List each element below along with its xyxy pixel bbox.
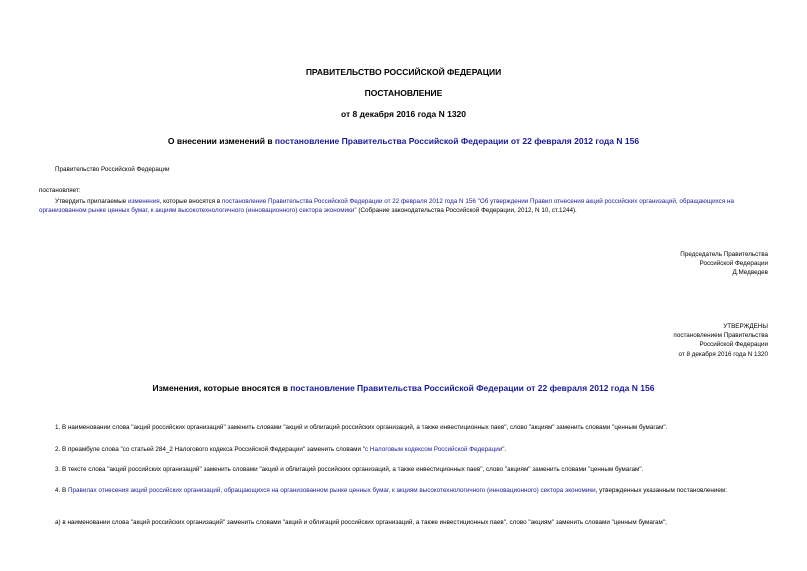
item-4a: а) в наименовании слова "акций российских организаций" заменить словами "акций и облигаций российских организаций, а также инвестиционных паев", слово "акциям" заменить словами "ценным бумагам"; <box>55 519 667 526</box>
signature-line-1: Председатель Правительства <box>680 251 768 258</box>
document-title <box>0 136 807 146</box>
header-doc-type: ПОСТАНОВЛЕНИЕ <box>364 88 443 98</box>
changes-title <box>0 383 807 393</box>
approved-block <box>673 322 768 359</box>
issuer: Правительство Российской Федерации <box>55 166 170 173</box>
header-org: ПРАВИТЕЛЬСТВО РОССИЙСКОЙ ФЕДЕРАЦИИ <box>305 67 502 77</box>
signature <box>680 250 768 278</box>
p1-link-resolution[interactable]: постановление Правительства Российской Федерации от 22 февраля 2012 года N 156 "Об утверждении Правил отнесения акций российских организаций, обращающихся на организованном рынке ценных бумаг, к акциям высокотехнологичного (инновационного) сектора экономики" <box>39 198 734 215</box>
p1-text-c: (Собрание законодательства Российской Федерации, 2012, N 10, ст.1244). <box>356 207 577 215</box>
changes-title-link[interactable]: постановление Правительства Российской Федерации от 22 февраля 2012 года N 156 <box>290 383 655 393</box>
title-prefix: О внесении изменений в <box>167 136 275 146</box>
item-4-link[interactable]: Правилах отнесения акций российских организаций, обращающихся на организованном рынке ценных бумаг, к акциям высокотехнологичного (инновационного) сектора экономики <box>67 487 596 494</box>
approved-line-4: от 8 декабря 2016 года N 1320 <box>678 350 768 358</box>
item-2-text-b: ". <box>502 446 507 453</box>
item-4-text-b: , утвержденных указанным постановлением: <box>595 487 727 494</box>
item-3: 3. В тексте слова "акций российских организаций" заменить словами "акций и облигаций российских организаций, а также инвестиционных паев", слово "акциям" заменить словами "ценным бумагам". <box>55 466 644 473</box>
p1-text-a: Утвердить прилагаемые <box>55 198 128 205</box>
p1-link-changes[interactable]: изменения <box>128 198 160 205</box>
approved-line-1: УТВЕРЖДЕНЫ <box>723 323 768 330</box>
signature-line-3: Д.Медведев <box>732 269 768 277</box>
decides: постановляет: <box>39 187 81 194</box>
signature-line-2: Российской Федерации <box>699 260 768 268</box>
item-2-text-a: 2. В преамбуле слова "со статьей 284_2 Налогового кодекса Российской Федерации" заменить словами " <box>55 446 365 453</box>
item-2-link[interactable]: с Налоговым кодексом Российской Федерации <box>365 446 503 453</box>
approved-line-2: постановлением Правительства <box>673 332 768 340</box>
paragraph-1 <box>39 197 770 215</box>
item-2 <box>55 445 770 454</box>
approved-line-3: Российской Федерации <box>699 341 768 349</box>
title-link[interactable]: постановление Правительства Российской Федерации от 22 февраля 2012 года N 156 <box>274 136 640 146</box>
changes-title-prefix: Изменения, которые вносятся в <box>152 383 291 393</box>
p1-text-b: , которые вносятся в <box>159 198 223 205</box>
item-4-text-a: 4. В <box>55 487 68 494</box>
item-4 <box>39 486 770 495</box>
header-date-number: от 8 декабря 2016 года N 1320 <box>340 109 467 119</box>
item-1: 1. В наименовании слова "акций российских организаций" заменить словами "акций и облигаций российских организаций, а также инвестиционных паев", слово "акциям" заменить словами "ценным бумагам". <box>55 424 668 431</box>
